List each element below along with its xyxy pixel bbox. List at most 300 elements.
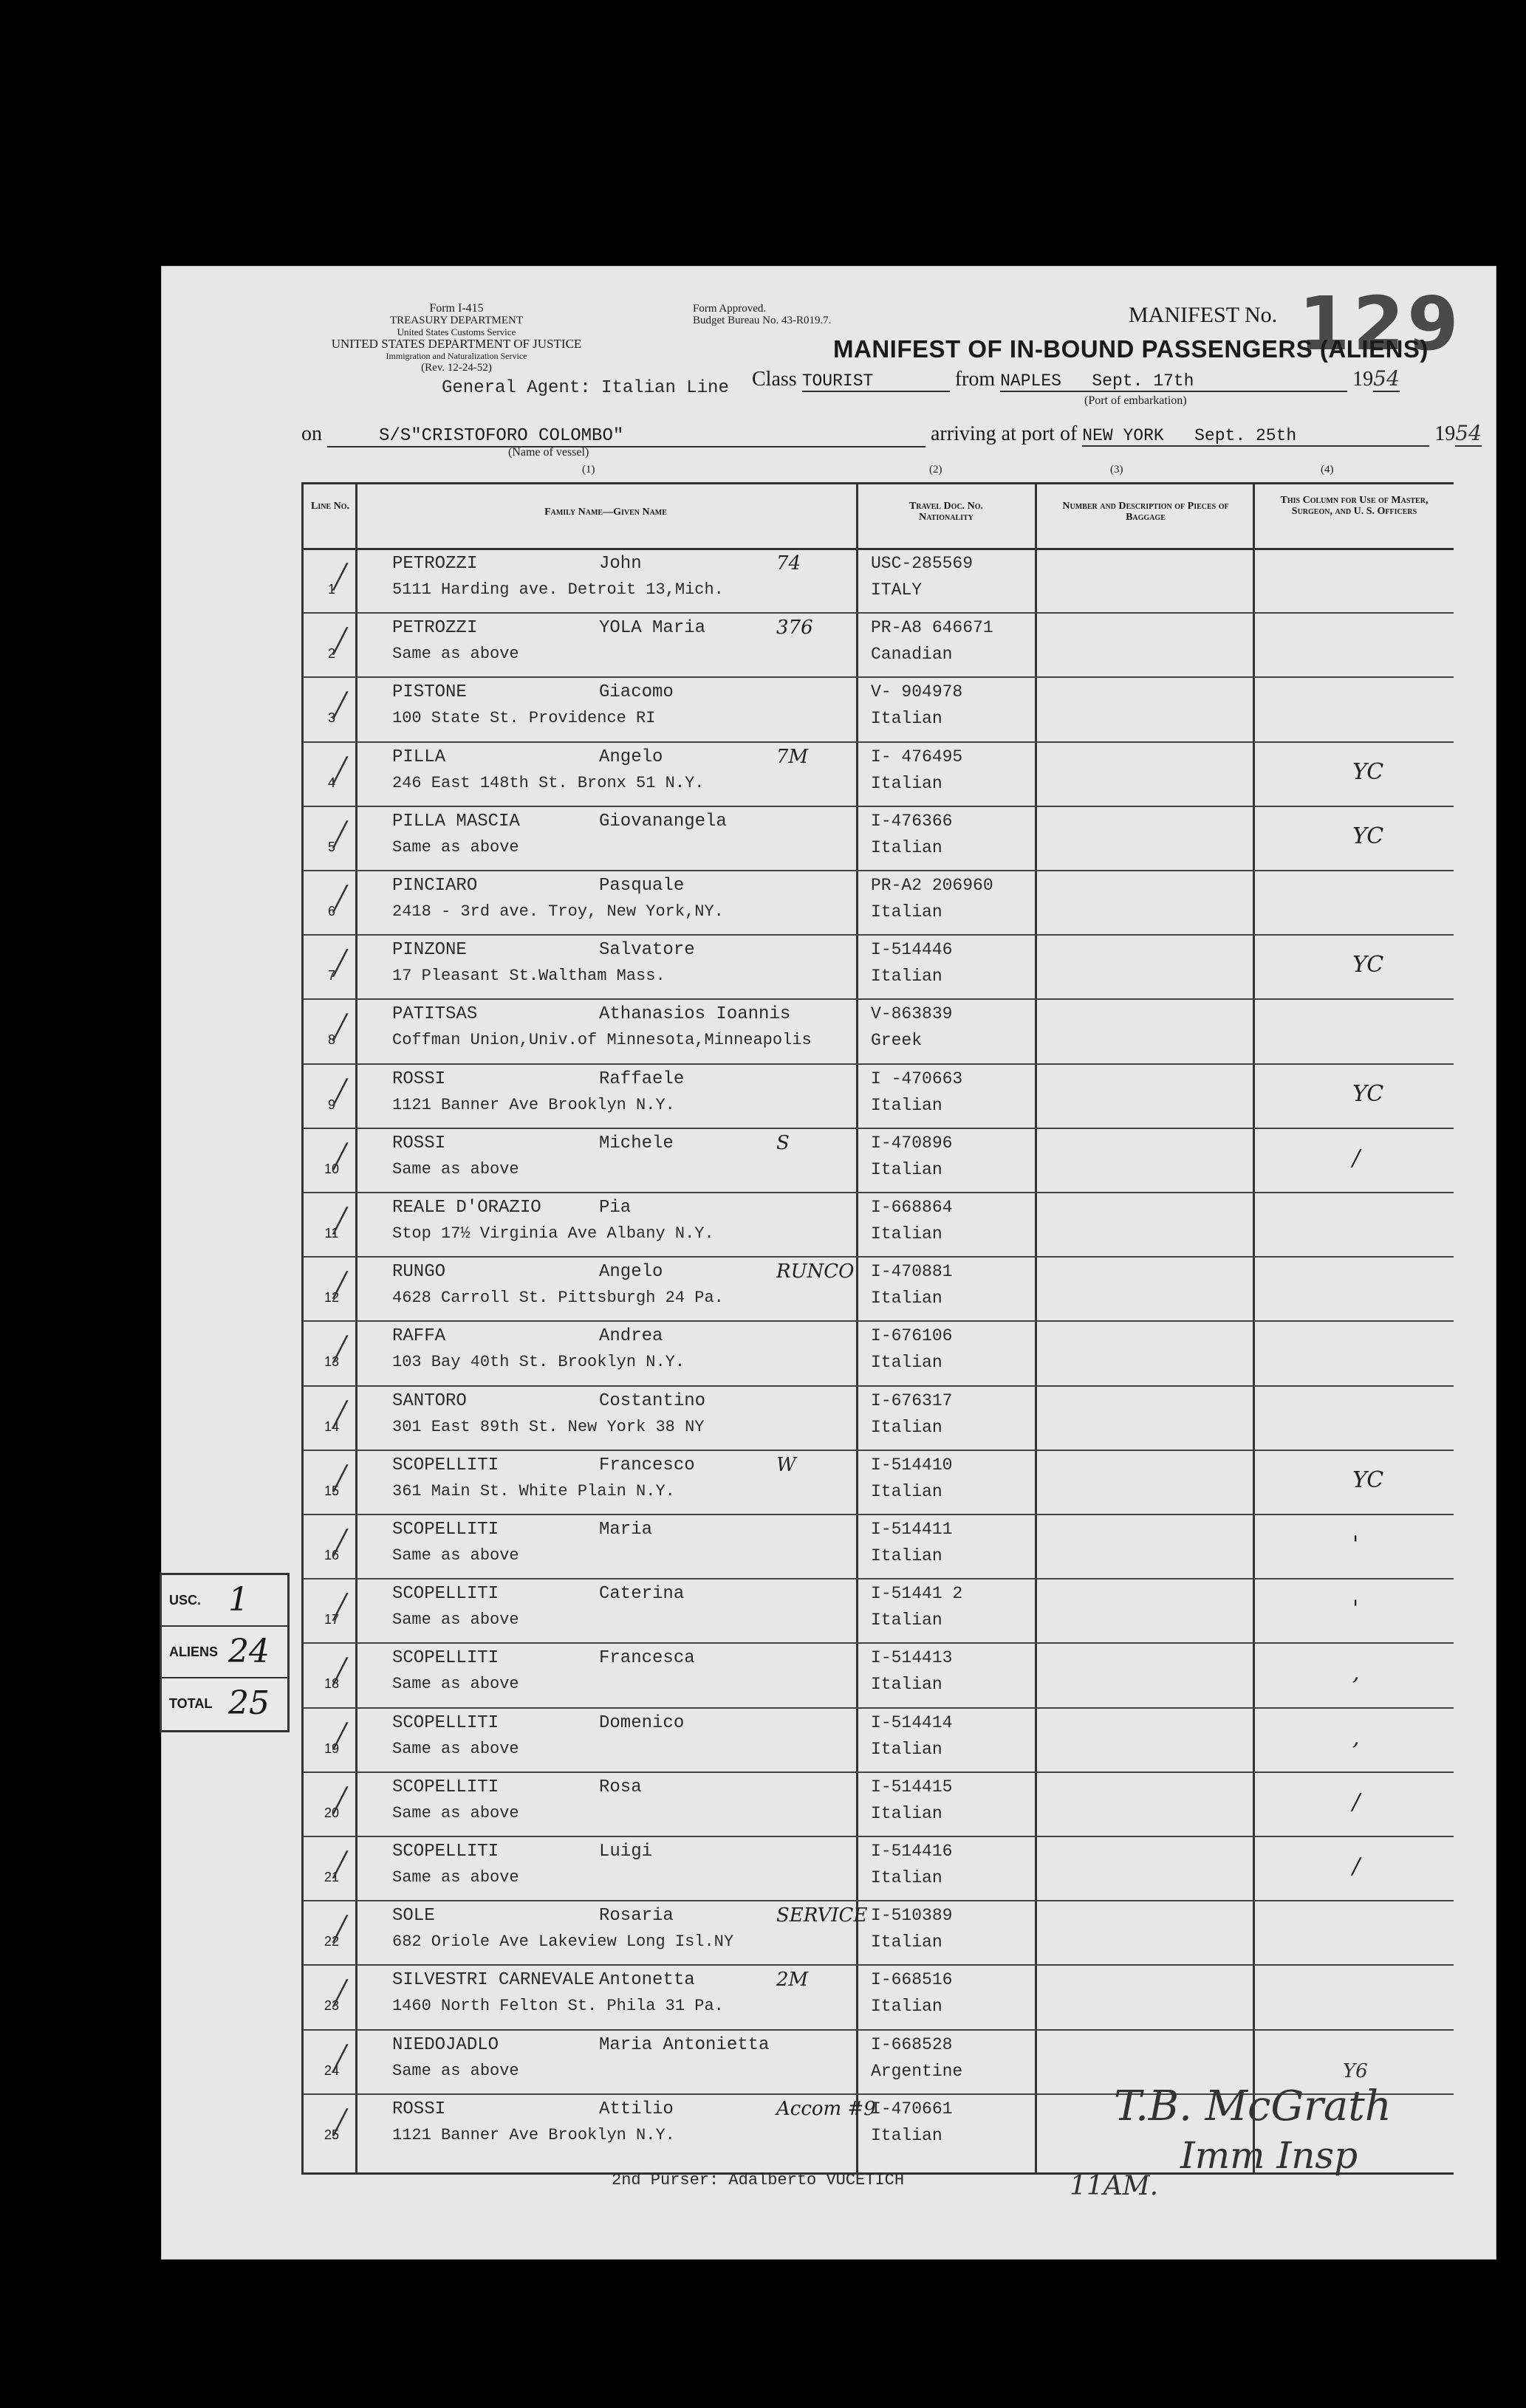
family-name: SCOPELLITI	[392, 1584, 499, 1605]
nationality: Greek	[871, 1031, 923, 1051]
header-line-no: Line No.	[310, 501, 349, 512]
row-divider	[304, 1642, 1454, 1644]
officer-mark: YC	[1352, 1467, 1384, 1493]
nationality: Italian	[871, 1417, 942, 1437]
handwritten-note: 7M	[776, 745, 809, 768]
address: Same as above	[392, 1739, 519, 1758]
family-name: PINZONE	[392, 940, 467, 961]
on-label: on	[301, 422, 322, 445]
travel-doc-number: I-51441 2	[871, 1584, 963, 1604]
class-line	[752, 366, 1400, 392]
tally-aliens-label: ALIENS	[169, 1644, 219, 1659]
row-divider	[304, 1256, 1454, 1258]
line-number: 22	[324, 1934, 340, 1949]
family-name: SCOPELLITI	[392, 1712, 499, 1733]
table-row	[304, 1964, 1454, 2028]
travel-doc-number: USC-285569	[871, 554, 974, 573]
address: 100 State St. Providence RI	[392, 709, 656, 728]
family-name: PISTONE	[392, 682, 467, 703]
nationality: Italian	[871, 837, 942, 857]
address: 17 Pleasant St.Waltham Mass.	[392, 967, 666, 986]
table-row	[304, 1128, 1454, 1192]
given-name: Michele	[599, 1133, 674, 1153]
check-mark-icon: ╱	[333, 1721, 348, 1750]
header-baggage: Number and Description of Pieces of Baggage	[1062, 501, 1229, 523]
table-row	[304, 934, 1454, 998]
line-number: 21	[324, 1870, 340, 1884]
table-row	[304, 1192, 1454, 1256]
family-name: SCOPELLITI	[392, 1455, 499, 1475]
check-mark-icon: ╱	[333, 1077, 348, 1106]
col-num-4: (4)	[1321, 464, 1334, 476]
from-port-value: NAPLES	[1000, 371, 1061, 391]
dept-treasury-sub: United States Customs Service	[397, 326, 516, 337]
check-mark-icon: ╱	[333, 1142, 348, 1170]
officer-mark: YC	[1352, 758, 1384, 785]
given-name: Domenico	[599, 1712, 685, 1733]
nationality: Italian	[871, 1353, 942, 1373]
nationality: Italian	[871, 1289, 942, 1308]
check-mark-icon: ╱	[333, 1013, 348, 1042]
family-name: PETROZZI	[392, 554, 478, 574]
check-mark-icon: ╱	[333, 1786, 348, 1814]
row-divider	[304, 612, 1454, 614]
line-number: 20	[324, 1805, 340, 1820]
check-mark-icon: ╱	[333, 1593, 348, 1622]
address: Same as above	[392, 1675, 519, 1694]
address: Same as above	[392, 837, 519, 857]
table-row	[304, 741, 1454, 806]
row-divider	[304, 1836, 1454, 1837]
officer-mark: YC	[1352, 823, 1384, 849]
table-row	[304, 548, 1454, 612]
line-number: 8	[327, 1032, 335, 1048]
manifest-number: 129	[1299, 281, 1462, 367]
form-header-left	[309, 303, 604, 374]
travel-doc-number: I-470881	[871, 1262, 953, 1282]
check-mark-icon: ╱	[333, 755, 348, 784]
table-row	[304, 612, 1454, 676]
travel-doc-number: PR-A8 646671	[871, 618, 993, 638]
address: 2418 - 3rd ave. Troy, New York,NY.	[392, 902, 724, 921]
given-name: Salvatore	[599, 940, 695, 961]
header-name: Family Name—Given Name	[544, 507, 667, 518]
travel-doc-number: I-676317	[871, 1390, 953, 1410]
line-number: 2	[327, 646, 335, 662]
row-divider	[304, 1771, 1454, 1773]
travel-doc-number: I-676106	[871, 1326, 953, 1346]
col-num-3: (3)	[1110, 464, 1123, 476]
travel-doc-number: I-476366	[871, 811, 953, 831]
row-divider	[304, 998, 1454, 1000]
family-name: SOLE	[392, 1906, 435, 1927]
row-divider	[304, 1578, 1454, 1579]
row-divider	[304, 1192, 1454, 1193]
check-mark-icon: ╱	[333, 691, 348, 720]
given-name: Costantino	[599, 1390, 706, 1411]
nationality: Italian	[871, 1868, 942, 1887]
family-name: REALE D'ORAZIO	[392, 1198, 541, 1218]
nationality: Italian	[871, 1739, 942, 1759]
class-value: TOURIST	[802, 371, 950, 392]
nationality: Argentine	[871, 2061, 963, 2081]
family-name: SCOPELLITI	[392, 1842, 499, 1862]
travel-doc-number: I-514446	[871, 940, 953, 960]
address: Stop 17½ Virginia Ave Albany N.Y.	[392, 1224, 714, 1243]
nationality: Italian	[871, 1546, 942, 1565]
initials: 11AM.	[1070, 2171, 1159, 2201]
handwritten-note: Accom #9	[776, 2097, 876, 2120]
line-number: 15	[324, 1483, 340, 1498]
check-mark-icon: ╱	[333, 1850, 348, 1879]
travel-doc-number: V- 904978	[871, 682, 963, 702]
table-row	[304, 1900, 1454, 1964]
line-number: 23	[324, 1998, 340, 2014]
tally-total-label: TOTAL	[169, 1696, 213, 1711]
line-number: 24	[324, 2062, 340, 2078]
line-number: 11	[324, 1226, 339, 1241]
nationality: Italian	[871, 773, 942, 793]
arrival-port	[1082, 426, 1429, 447]
travel-doc-number: I-514416	[871, 1842, 953, 1861]
line-number: 17	[324, 1612, 340, 1627]
travel-doc-number: I-470896	[871, 1133, 953, 1153]
given-name: Giovanangela	[599, 811, 727, 831]
check-mark-icon: ╱	[333, 627, 348, 656]
budget-text: Budget Bureau No. 43-R019.7.	[693, 315, 832, 326]
form-approval	[693, 303, 831, 326]
dept-justice: UNITED STATES DEPARTMENT OF JUSTICE	[331, 337, 582, 351]
row-divider	[304, 1514, 1454, 1515]
table-row	[304, 806, 1454, 870]
line-number: 3	[327, 710, 335, 726]
given-name: Giacomo	[599, 682, 674, 703]
family-name: SANTORO	[392, 1390, 467, 1411]
form-revision: (Rev. 12-24-52)	[421, 362, 492, 374]
row-divider	[304, 806, 1454, 807]
check-mark-icon: ╱	[333, 1915, 348, 1944]
header-officers: This Column for Use of Master, Surgeon, and U. S. Officers	[1280, 495, 1429, 517]
vessel-line	[301, 421, 1482, 447]
officer-mark: '	[1352, 1596, 1359, 1622]
family-name: ROSSI	[392, 1133, 446, 1153]
handwritten-note: 74	[776, 552, 801, 574]
family-name: SCOPELLITI	[392, 1648, 499, 1669]
table-row	[304, 1320, 1454, 1385]
address: 1121 Banner Ave Brooklyn N.Y.	[392, 1095, 675, 1114]
line-number: 6	[327, 904, 335, 919]
line-number: 1	[327, 582, 335, 597]
nationality: Italian	[871, 902, 942, 922]
given-name: Maria	[599, 1520, 653, 1540]
check-mark-icon: ╱	[333, 1657, 348, 1686]
address: 4628 Carroll St. Pittsburgh 24 Pa.	[392, 1289, 724, 1308]
travel-doc-number: I-514413	[871, 1648, 953, 1668]
row-divider	[304, 1707, 1454, 1709]
check-mark-icon: ╱	[333, 2107, 348, 2136]
row-divider	[304, 676, 1454, 678]
handwritten-note: W	[776, 1453, 796, 1476]
nationality: Italian	[871, 1611, 942, 1630]
address: Same as above	[392, 1546, 519, 1565]
family-name: RUNGO	[392, 1262, 446, 1283]
signature-title: Imm Insp	[1180, 2134, 1358, 2177]
given-name: Angelo	[599, 1262, 663, 1283]
tally-aliens	[162, 1627, 287, 1678]
line-number: 14	[324, 1419, 340, 1434]
travel-doc-number: I-514414	[871, 1712, 953, 1732]
line-number: 4	[327, 775, 335, 790]
check-mark-icon: ╱	[333, 1464, 348, 1492]
given-name: Angelo	[599, 747, 663, 767]
table-row	[304, 1450, 1454, 1514]
tally-usc-value: 1	[228, 1581, 249, 1619]
row-divider	[304, 2029, 1454, 2031]
year-value: 54	[1373, 366, 1400, 391]
table-row	[304, 1063, 1454, 1128]
family-name: ROSSI	[392, 2099, 446, 2119]
given-name: Antonetta	[599, 1970, 695, 1991]
family-name: PETROZZI	[392, 618, 478, 639]
check-mark-icon: ╱	[333, 1335, 348, 1364]
class-label: Class	[752, 368, 797, 391]
vessel-name: S/S"CRISTOFORO COLOMBO"	[327, 426, 925, 447]
line-number: 25	[324, 2127, 340, 2142]
family-name: PINCIARO	[392, 876, 478, 896]
nationality: Italian	[871, 2125, 942, 2145]
handwritten-note: SERVICE	[776, 1904, 868, 1927]
tally-usc	[162, 1575, 287, 1627]
officer-mark: ,	[1352, 1724, 1360, 1751]
agent-line: General Agent: Italian Line	[442, 378, 729, 398]
address: Same as above	[392, 1611, 519, 1630]
col-num-2: (2)	[929, 464, 942, 476]
arrival-date: Sept. 25th	[1194, 426, 1297, 445]
family-name: SCOPELLITI	[392, 1520, 499, 1540]
tally-box	[160, 1573, 290, 1732]
nationality: Canadian	[871, 645, 953, 665]
line-number: 5	[327, 839, 335, 854]
nationality: Italian	[871, 1803, 942, 1823]
row-divider	[304, 1450, 1454, 1451]
handwritten-note: RUNCO	[776, 1260, 855, 1283]
address: 1460 North Felton St. Phila 31 Pa.	[392, 1997, 724, 2016]
year-prefix: 19	[1352, 368, 1374, 391]
check-mark-icon: ╱	[333, 1399, 348, 1428]
travel-doc-number: I-668528	[871, 2034, 953, 2054]
row-divider	[304, 1063, 1454, 1065]
line-number: 13	[324, 1354, 340, 1370]
row-divider	[304, 1900, 1454, 1901]
table-row	[304, 1836, 1454, 1900]
check-mark-icon: ╱	[333, 885, 348, 913]
table-row	[304, 1514, 1454, 1578]
given-name: Caterina	[599, 1584, 685, 1605]
tally-usc-label: USC.	[169, 1593, 202, 1608]
officer-mark: YC	[1352, 1080, 1384, 1107]
line-number: 9	[327, 1097, 335, 1112]
nationality: Italian	[871, 1997, 942, 2017]
line-number: 19	[324, 1740, 340, 1756]
officer-mark: /	[1352, 1788, 1361, 1815]
address: Same as above	[392, 1868, 519, 1887]
family-name: NIEDOJADLO	[392, 2034, 499, 2055]
given-name: Luigi	[599, 1842, 653, 1862]
port-embark-caption: (Port of embarkation)	[1084, 394, 1187, 407]
table-row	[304, 870, 1454, 934]
table-row	[304, 1578, 1454, 1642]
line-number: 10	[324, 1161, 340, 1176]
tally-total-value: 25	[228, 1684, 270, 1722]
family-name: PILLA	[392, 747, 446, 767]
travel-doc-number: I- 476495	[871, 747, 963, 766]
manifest-sheet	[161, 266, 1496, 2260]
table-row	[304, 1642, 1454, 1706]
officer-mark: /	[1352, 1145, 1361, 1171]
address: 246 East 148th St. Bronx 51 N.Y.	[392, 773, 705, 792]
row-divider	[304, 934, 1454, 936]
travel-doc-number: I -470663	[871, 1068, 963, 1088]
given-name: Pia	[599, 1198, 632, 1218]
given-name: Andrea	[599, 1326, 663, 1347]
tally-aliens-value: 24	[228, 1633, 270, 1670]
handwritten-note: 2M	[776, 1969, 809, 1992]
given-name: YOLA Maria	[599, 618, 706, 639]
address: 301 East 89th St. New York 38 NY	[392, 1417, 705, 1436]
check-mark-icon: ╱	[333, 1207, 348, 1235]
check-mark-icon: ╱	[333, 949, 348, 978]
given-name: Francesco	[599, 1455, 695, 1475]
arrival-year: 54	[1455, 421, 1482, 445]
from-port	[1000, 371, 1347, 392]
from-date: Sept. 17th	[1092, 371, 1194, 391]
travel-doc-number: I-514415	[871, 1777, 953, 1797]
handwritten-note: 376	[776, 617, 813, 639]
approved-text: Form Approved.	[693, 303, 767, 315]
given-name: Rosa	[599, 1777, 642, 1797]
arrival-year-prefix: 19	[1434, 422, 1456, 445]
address: 103 Bay 40th St. Brooklyn N.Y.	[392, 1353, 685, 1372]
row-divider	[304, 1320, 1454, 1322]
table-row	[304, 1707, 1454, 1771]
address: Coffman Union,Univ.of Minnesota,Minneapolis	[392, 1031, 812, 1050]
travel-doc-number: I-514411	[871, 1520, 953, 1539]
manifest-label: MANIFEST No.	[1129, 303, 1278, 327]
given-name: Pasquale	[599, 876, 685, 896]
line-number: 16	[324, 1548, 340, 1563]
address: Same as above	[392, 1159, 519, 1179]
travel-doc-number: I-470661	[871, 2099, 953, 2119]
officer-mark: ,	[1352, 1660, 1360, 1687]
nationality: Italian	[871, 1932, 942, 1952]
address: Same as above	[392, 2061, 519, 2080]
officer-mark: /	[1352, 1853, 1361, 1879]
line-number: 18	[324, 1676, 340, 1692]
table-row	[304, 1771, 1454, 1836]
row-divider	[304, 870, 1454, 871]
travel-doc-number: I-510389	[871, 1906, 953, 1926]
page-title: MANIFEST OF IN-BOUND PASSENGERS (ALIENS)	[833, 335, 1429, 363]
row-divider	[304, 1128, 1454, 1129]
purser-line: 2nd Purser: Adalberto VUCETICH	[612, 2171, 905, 2189]
nationality: Italian	[871, 1481, 942, 1501]
check-mark-icon: ╱	[333, 2043, 348, 2072]
nationality: Italian	[871, 1675, 942, 1695]
given-name: John	[599, 554, 642, 574]
header-travel-doc: Travel Doc. No. Nationality	[909, 501, 984, 523]
address: 5111 Harding ave. Detroit 13,Mich.	[392, 580, 724, 599]
row-divider	[304, 1385, 1454, 1387]
nationality: ITALY	[871, 580, 923, 600]
line-number: 12	[324, 1290, 340, 1306]
travel-doc-number: I-668864	[871, 1198, 953, 1217]
signature-mark: Y6	[1343, 2060, 1368, 2082]
nationality: Italian	[871, 709, 942, 729]
given-name: Attilio	[599, 2099, 674, 2119]
family-name: ROSSI	[392, 1068, 446, 1089]
travel-doc-number: I-668516	[871, 1970, 953, 1990]
line-number: 7	[327, 968, 335, 984]
check-mark-icon: ╱	[333, 1979, 348, 2008]
nationality: Italian	[871, 1159, 942, 1179]
arriving-label: arriving at port of	[931, 422, 1078, 445]
passenger-table	[301, 482, 1454, 2175]
handwritten-note: S	[776, 1131, 790, 1154]
form-number: Form I-415	[429, 302, 484, 315]
nationality: Italian	[871, 1224, 942, 1244]
row-divider	[304, 741, 1454, 743]
travel-doc-number: I-514410	[871, 1455, 953, 1475]
officer-signature: T.B. McGrath	[1114, 2082, 1392, 2130]
address: 682 Oriole Ave Lakeview Long Isl.NY	[392, 1932, 734, 1952]
address: 1121 Banner Ave Brooklyn N.Y.	[392, 2125, 675, 2144]
family-name: SILVESTRI CARNEVALE	[392, 1970, 595, 1991]
table-row	[304, 1256, 1454, 1320]
nationality: Italian	[871, 1095, 942, 1115]
family-name: PATITSAS	[392, 1004, 478, 1025]
table-row	[304, 1385, 1454, 1450]
given-name: Maria Antonietta	[599, 2034, 770, 2055]
travel-doc-number: PR-A2 206960	[871, 876, 993, 895]
given-name: Raffaele	[599, 1068, 685, 1089]
arrival-port-value: NEW YORK	[1082, 426, 1164, 445]
address: 361 Main St. White Plain N.Y.	[392, 1481, 675, 1500]
officer-mark: '	[1352, 1531, 1359, 1557]
from-label: from	[954, 368, 996, 391]
table-row	[304, 676, 1454, 741]
table-row	[304, 998, 1454, 1063]
given-name: Rosaria	[599, 1906, 674, 1927]
dept-justice-sub: Immigration and Naturalization Service	[386, 351, 527, 361]
nationality: Italian	[871, 967, 942, 987]
check-mark-icon: ╱	[333, 820, 348, 848]
tally-total	[162, 1678, 287, 1729]
given-name: Francesca	[599, 1648, 695, 1669]
check-mark-icon: ╱	[333, 1529, 348, 1557]
row-divider	[304, 1964, 1454, 1966]
travel-doc-number: V-863839	[871, 1004, 953, 1024]
given-name: Athanasios Ioannis	[599, 1004, 791, 1025]
address: Same as above	[392, 645, 519, 664]
check-mark-icon: ╱	[333, 563, 348, 591]
family-name: RAFFA	[392, 1326, 446, 1347]
check-mark-icon: ╱	[333, 1271, 348, 1300]
address: Same as above	[392, 1803, 519, 1822]
vessel-caption: (Name of vessel)	[508, 446, 589, 459]
family-name: SCOPELLITI	[392, 1777, 499, 1797]
family-name: PILLA MASCIA	[392, 811, 520, 831]
officer-mark: YC	[1352, 952, 1384, 978]
